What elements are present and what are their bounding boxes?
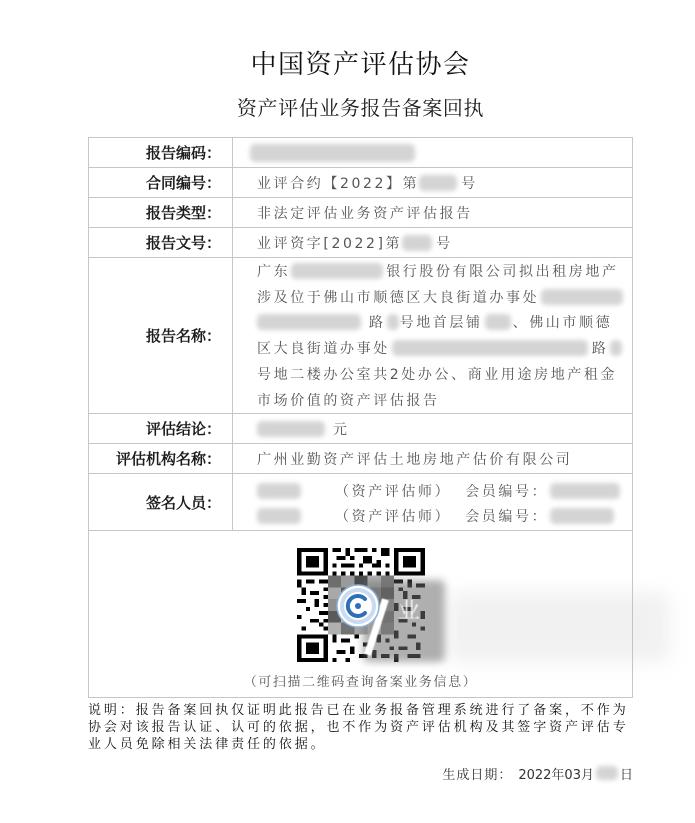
contract-no-prefix: 业评合约【2022】第	[257, 175, 420, 192]
report-doc-no-suffix: 号	[436, 235, 453, 252]
report-name-text: 号地二楼办公室共2处办公、商业用途房地产租金	[257, 367, 618, 384]
row-report-name	[88, 257, 633, 413]
label-report-name: 报告名称：	[89, 258, 233, 413]
date-partial: 2022年03月	[518, 767, 594, 783]
note-line: 说明：报告备案回执仅证明此报告已在业务报备管理系统进行了备案，不作为	[88, 703, 629, 718]
value-conclusion	[233, 414, 632, 443]
report-name-line	[257, 284, 632, 310]
redacted-block	[419, 175, 457, 191]
row-agency	[88, 443, 633, 473]
redacted-block	[250, 144, 415, 162]
watermark-glyph: 业	[398, 599, 421, 624]
date-label: 生成日期：	[442, 767, 513, 783]
report-name-text: 广东	[257, 263, 291, 280]
value-contract-no	[233, 168, 632, 197]
redacted-block	[485, 314, 511, 330]
row-signers	[88, 473, 633, 530]
contract-no-suffix: 号	[461, 175, 478, 192]
report-name-text: 区大良街道办事处	[257, 341, 390, 358]
label-conclusion: 评估结论：	[89, 414, 233, 443]
report-name-text: 路	[369, 315, 386, 332]
value-agency: 广州业勤资产评估土地房地产估价有限公司	[257, 451, 573, 468]
disclaimer-note	[88, 702, 629, 753]
watermark-haze	[448, 592, 670, 662]
value-report-doc-no	[233, 228, 632, 257]
redacted-block	[402, 235, 432, 251]
report-name-line	[257, 335, 632, 361]
row-conclusion	[88, 413, 633, 443]
org-title: 中国资产评估协会	[250, 50, 471, 80]
qr-caption: （可扫描二维码查询备案业务信息）	[243, 675, 478, 690]
signer-line	[257, 478, 632, 503]
date-suffix: 日	[619, 767, 633, 783]
redacted-block	[392, 340, 588, 356]
value-signers	[233, 474, 632, 530]
redacted-block	[291, 263, 383, 279]
redacted-block	[257, 314, 361, 330]
redacted-block	[596, 766, 618, 780]
row-qr-code	[88, 530, 633, 698]
value-report-type: 非法定评估业务资产评估报告	[257, 205, 473, 222]
report-name-text: 涉及位于佛山市顺德区大良街道办事处	[257, 289, 540, 306]
signer-role: （资产评估师）	[335, 508, 452, 525]
label-signers: 签名人员：	[89, 474, 233, 530]
note-line: 协会对该报告认证、认可的依据，也不作为资产评估机构及其签字资产评估专	[88, 720, 629, 735]
redacted-block	[610, 340, 622, 356]
member-no-label: 会员编号：	[465, 483, 549, 500]
redacted-block	[550, 508, 614, 524]
row-report-code	[88, 137, 633, 167]
signer-role: （资产评估师）	[335, 483, 452, 500]
association-logo-icon	[336, 584, 380, 628]
redacted-block	[257, 508, 301, 524]
filing-table	[88, 137, 633, 698]
value-report-name	[233, 258, 632, 413]
redacted-block	[550, 483, 620, 499]
report-name-line	[257, 258, 632, 284]
note-line: 业人员免除相关法律责任的依据。	[88, 737, 327, 752]
conclusion-unit: 元	[333, 421, 350, 438]
report-name-text: 银行股份有限公司拟出租房地产	[386, 263, 619, 280]
row-report-doc-no	[88, 227, 633, 257]
redacted-block	[387, 314, 399, 330]
signer-line	[257, 503, 632, 528]
redacted-block	[257, 421, 325, 437]
doc-title: 资产评估业务报告备案回执	[236, 96, 485, 120]
label-contract-no: 合同编号：	[89, 168, 233, 197]
report-doc-no-prefix: 业评资字[2022]第	[257, 235, 403, 252]
qr-code	[297, 548, 425, 662]
report-name-line	[257, 310, 632, 336]
report-name-text: 市场价值的资产评估报告	[257, 392, 440, 409]
member-no-label: 会员编号：	[465, 508, 549, 525]
report-name-line	[257, 387, 632, 413]
generation-date	[442, 764, 633, 782]
row-contract-no	[88, 167, 633, 197]
label-report-type: 报告类型：	[89, 198, 233, 227]
label-report-code: 报告编码：	[89, 138, 233, 167]
row-report-type	[88, 197, 633, 227]
value-report-code	[233, 138, 632, 167]
report-name-text: 、佛山市顺德	[512, 315, 613, 332]
report-name-text: 号地首层铺	[399, 315, 483, 332]
redacted-block	[541, 289, 623, 305]
redacted-block	[257, 483, 301, 499]
report-name-text: 路	[591, 341, 609, 358]
label-agency: 评估机构名称：	[89, 444, 233, 473]
label-report-doc-no: 报告文号：	[89, 228, 233, 257]
report-name-line	[257, 361, 632, 387]
